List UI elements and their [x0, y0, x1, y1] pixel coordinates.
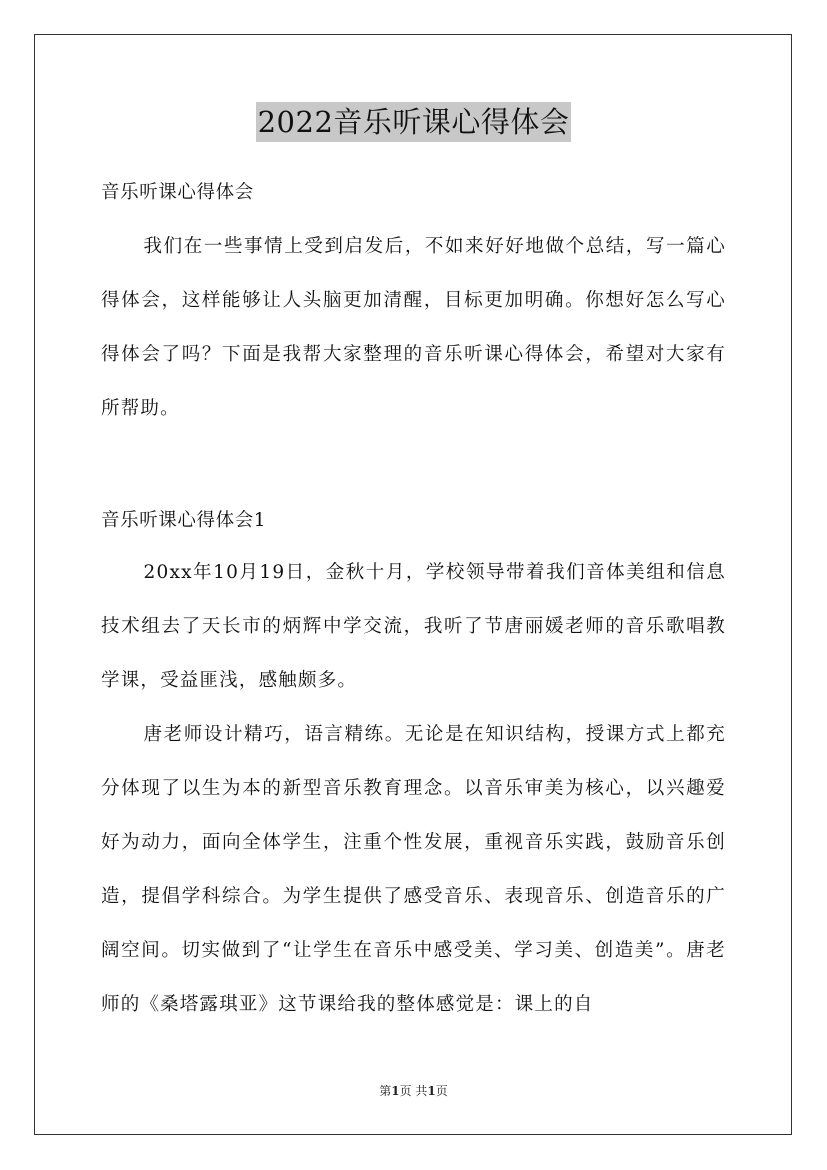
footer-page-suffix: 页	[435, 1084, 448, 1098]
intro-paragraph: 我们在一些事情上受到启发后，不如来好好地做个总结，写一篇心得体会，这样能够让人头脑更加清醒，目标更加明确。你想好怎么写心得体会了吗？下面是我帮大家整理的音乐听课心得体会，希望对大家有所帮助。	[101, 236, 726, 419]
title-container	[0, 102, 827, 142]
section-heading: 音乐听课心得体会1	[101, 510, 267, 531]
footer-page-mid: 页 共	[399, 1084, 428, 1098]
section-paragraph-1: 20xx年10月19日，金秋十月，学校领导带着我们音体美组和信息技术组去了天长市的炳辉中学交流，我听了节唐丽媛老师的音乐歌唱教学课，受益匪浅，感触颇多。	[101, 562, 726, 691]
section-paragraph-2: 唐老师设计精巧，语言精练。无论是在知识结构，授课方式上都充分体现了以生为本的新型音乐教育理念。以音乐审美为核心，以兴趣爱好为动力，面向全体学生，注重个性发展，重视音乐实践，鼓励音乐创造，提倡学科综合。为学生提供了感受音乐、表现音乐、创造音乐的广阔空间。切实做到了“让学生在音乐中感受美、学习美、创造美”。唐老师的《桑塔露琪亚》这节课给我的整体感觉是：课上的自	[101, 724, 726, 1015]
footer-page-total: 1	[427, 1084, 436, 1098]
footer-page-prefix: 第	[379, 1084, 392, 1098]
intro-heading: 音乐听课心得体会	[101, 182, 254, 203]
document-title: 2022音乐听课心得体会	[256, 102, 572, 142]
footer-page-number: 1	[391, 1084, 400, 1098]
page-footer	[0, 1083, 827, 1099]
